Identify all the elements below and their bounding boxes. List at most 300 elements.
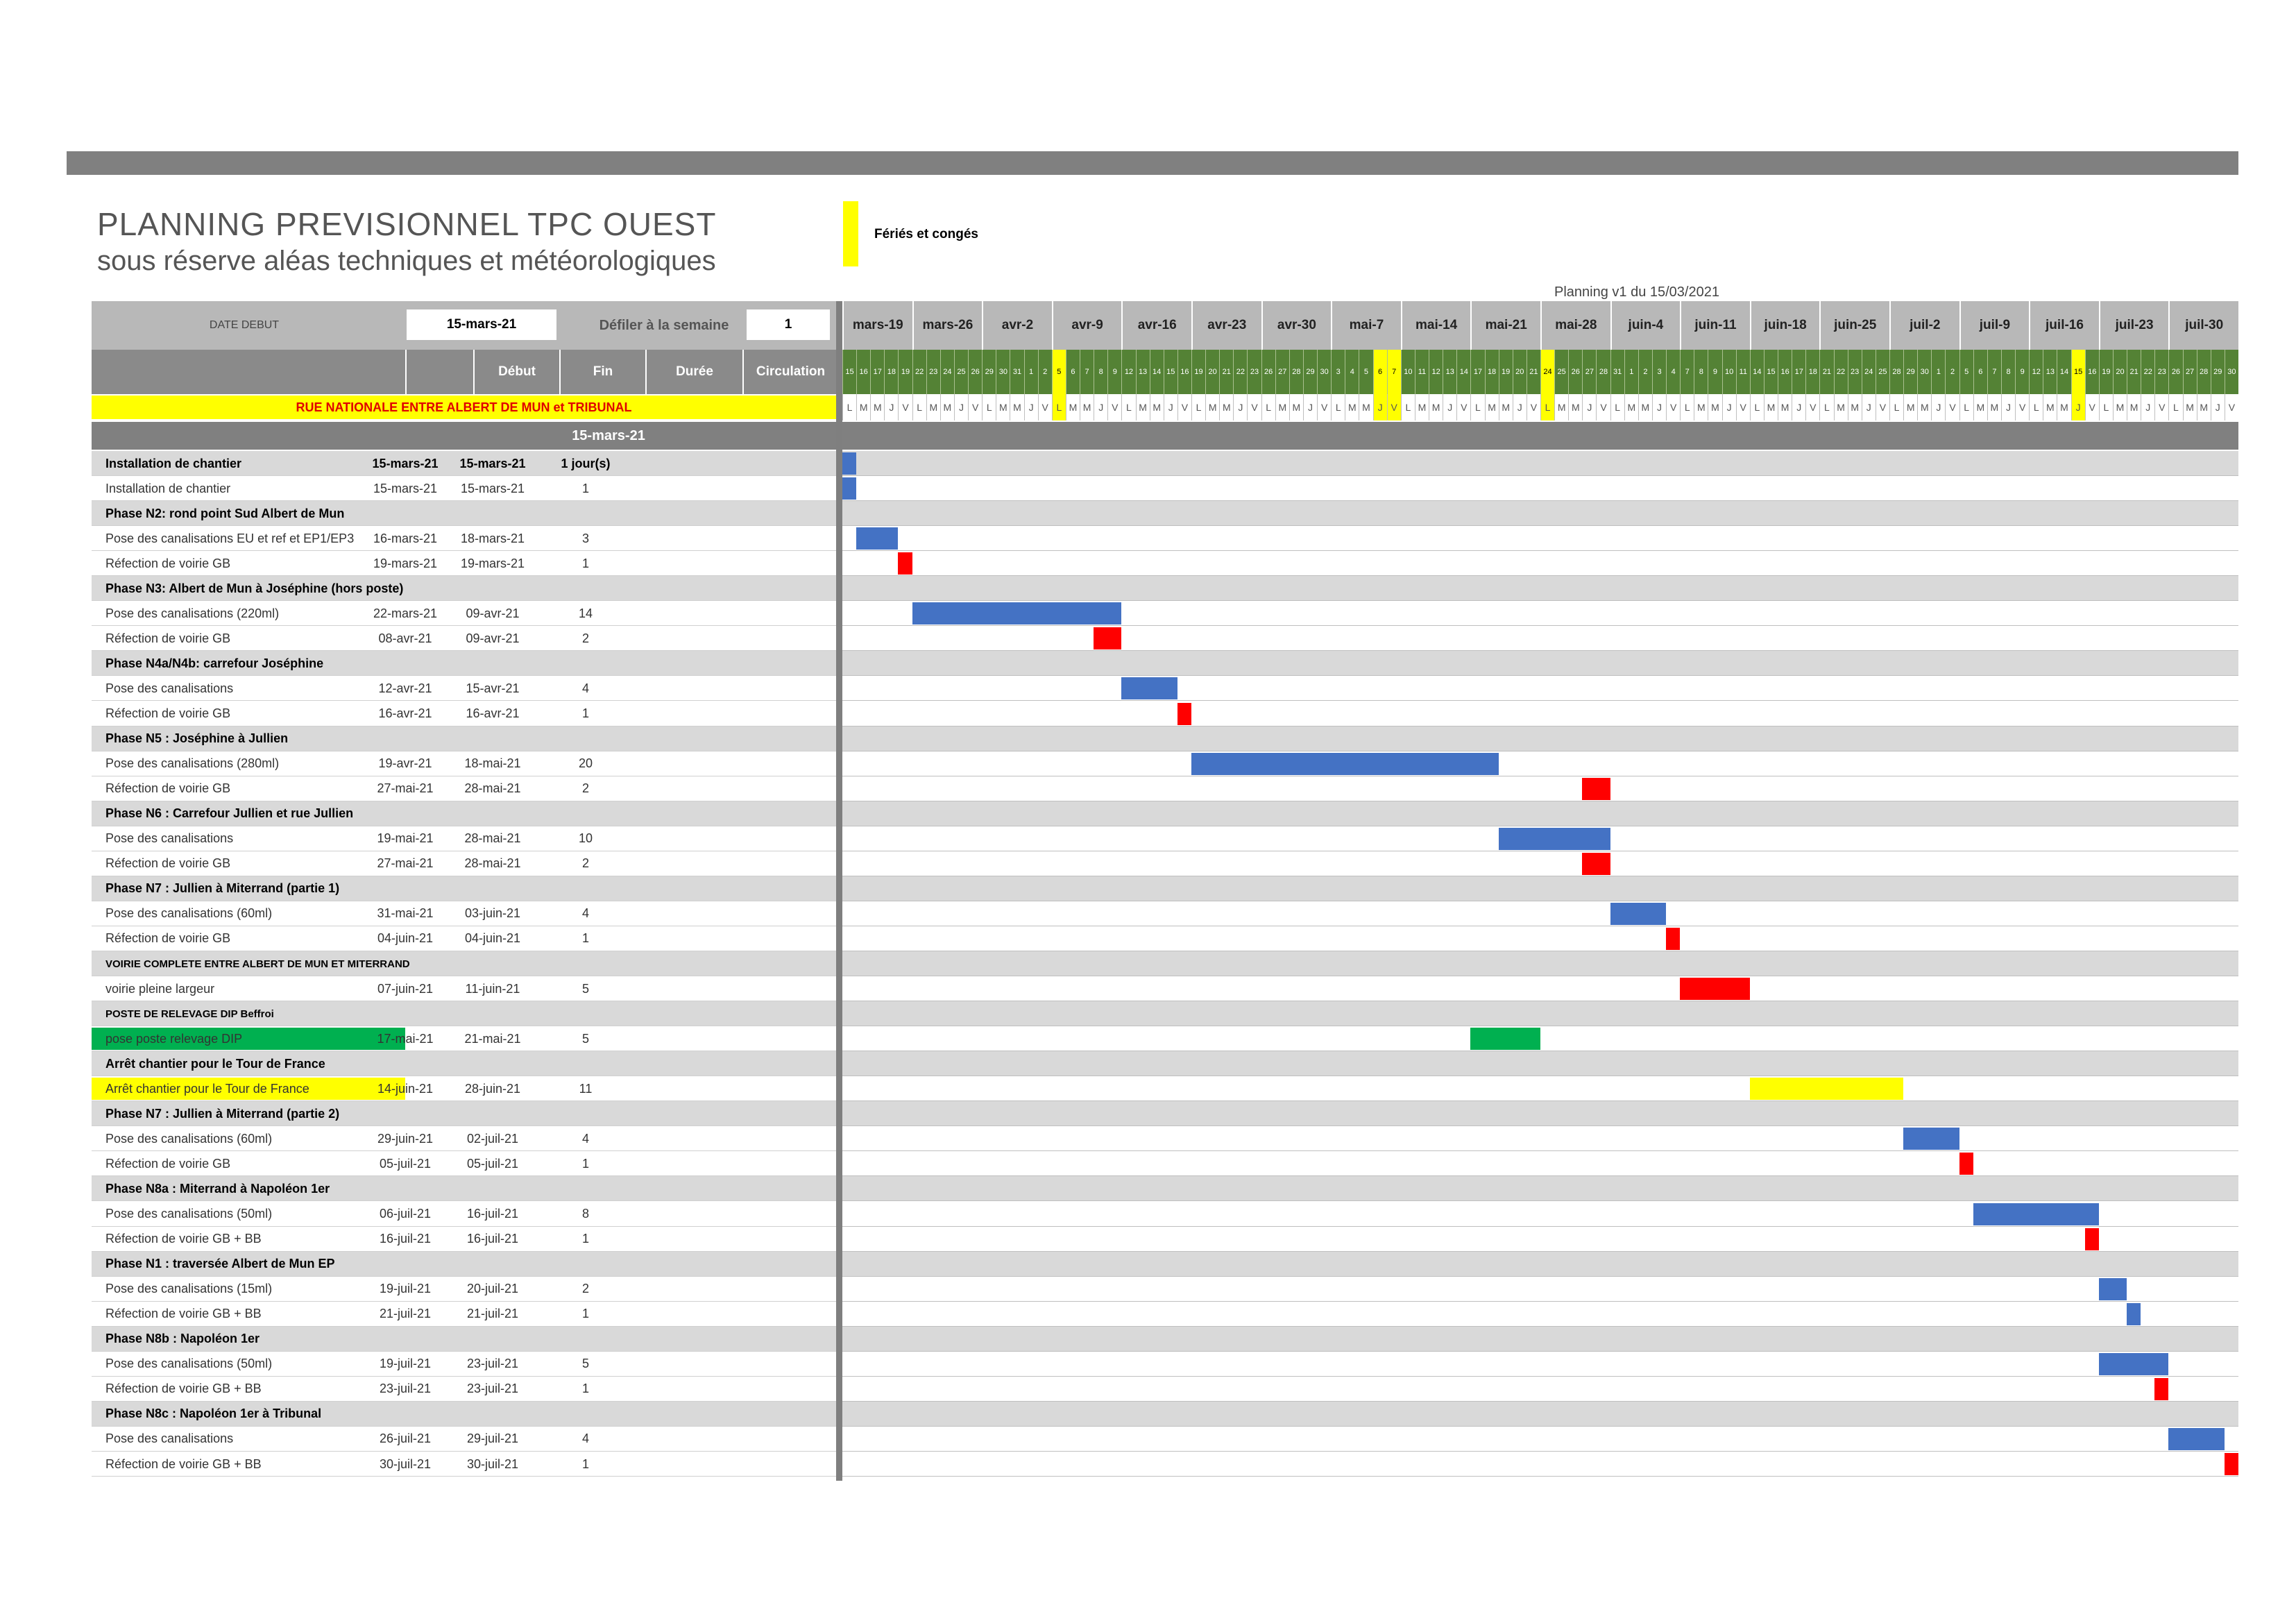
gantt-day-label: 30 (2225, 350, 2238, 394)
gantt-day-label: 16 (856, 350, 870, 394)
col-header-blank (405, 350, 473, 394)
phase-row (92, 951, 2238, 976)
gantt-day-label: 18 (1805, 350, 1819, 394)
gantt-day-label: 20 (2113, 350, 2127, 394)
task-end-date: 15-mars-21 (459, 456, 526, 470)
task-duration: 10 (578, 831, 593, 846)
gantt-weekday-label: M (1638, 394, 1652, 420)
gantt-weekday-label: V (1527, 394, 1540, 420)
task-name: Pose des canalisations (15ml) (105, 1282, 273, 1296)
gantt-weekday-label: M (856, 394, 870, 420)
row-gantt (842, 1176, 2238, 1201)
gantt-week-label: juil-2 (1889, 301, 1959, 350)
gantt-day-label: 16 (1778, 350, 1792, 394)
gantt-day-label: 26 (968, 350, 982, 394)
gantt-day-label: 18 (884, 350, 898, 394)
row-left (92, 851, 836, 876)
gantt-weekday-label: M (996, 394, 1010, 420)
phase-title: Installation de chantier (105, 456, 242, 470)
gantt-weekday-label: L (2168, 394, 2182, 420)
gantt-day-label: 15 (1764, 350, 1778, 394)
row-gantt (842, 1101, 2238, 1126)
gantt-weekday-label: M (1764, 394, 1778, 420)
gantt-day-label: 19 (1499, 350, 1513, 394)
task-end-date: 28-juin-21 (464, 1081, 521, 1096)
row-gantt (842, 576, 2238, 601)
phase-title: VOIRIE COMPLETE ENTRE ALBERT DE MUN ET MITERRAND (105, 958, 410, 970)
task-end-date: 15-avr-21 (466, 681, 520, 695)
gantt-day-label: 22 (912, 350, 926, 394)
task-row (92, 526, 2238, 551)
row-gantt (842, 1202, 2238, 1227)
gantt-week-label: mai-14 (1401, 301, 1471, 350)
row-gantt (842, 951, 2238, 976)
row-left (92, 651, 836, 676)
gantt-weekday-label: M (1080, 394, 1094, 420)
gantt-bar (1903, 1128, 1959, 1150)
row-left (92, 1227, 836, 1252)
gantt-day-label: 30 (1317, 350, 1331, 394)
task-end-date: 05-juil-21 (466, 1156, 519, 1171)
gantt-day-label: 24 (1862, 350, 1876, 394)
gantt-week-label: avr-30 (1261, 301, 1332, 350)
row-left (92, 1402, 836, 1427)
task-name: pose poste relevage DIP (105, 1031, 243, 1046)
task-duration: 5 (581, 1357, 589, 1371)
gantt-weekday-label: M (1205, 394, 1219, 420)
gantt-week-label: mai-28 (1540, 301, 1610, 350)
gantt-weekday-label: M (940, 394, 954, 420)
gantt-week-label: juin-4 (1610, 301, 1681, 350)
phase-row (92, 1402, 2238, 1427)
task-row (92, 551, 2238, 576)
gantt-day-label: 21 (1219, 350, 1233, 394)
task-start-date: 05-juil-21 (379, 1156, 432, 1171)
task-start-date: 19-mai-21 (377, 831, 434, 846)
gantt-day-label: 30 (1917, 350, 1931, 394)
gantt-day-label: 24 (1540, 350, 1554, 394)
task-name: Pose des canalisations (220ml) (105, 606, 280, 620)
gantt-weekday-label: M (1708, 394, 1721, 420)
gantt-day-label: 19 (2099, 350, 2113, 394)
row-gantt (842, 1277, 2238, 1302)
task-start-date: 08-avr-21 (378, 631, 432, 645)
task-start-date: 12-avr-21 (378, 681, 432, 695)
gantt-weekday-label: V (2154, 394, 2168, 420)
row-left (92, 826, 836, 851)
gantt-weekday-label: L (1680, 394, 1694, 420)
row-gantt (842, 626, 2238, 651)
gantt-day-label: 2 (1038, 350, 1052, 394)
gantt-day-label: 11 (1736, 350, 1750, 394)
gantt-weekday-label: M (1848, 394, 1862, 420)
phase-title: Phase N5 : Joséphine à Jullien (105, 731, 289, 746)
gantt-day-label: 22 (2141, 350, 2154, 394)
row-gantt (842, 901, 2238, 926)
task-row (92, 702, 2238, 726)
gantt-weekday-label: M (1554, 394, 1568, 420)
row-left (92, 1101, 836, 1126)
task-name: Réfection de voirie GB (105, 856, 231, 871)
task-start-date: 04-juin-21 (377, 931, 434, 946)
task-start-date: 16-juil-21 (379, 1232, 432, 1246)
gantt-bar (2168, 1428, 2224, 1450)
gantt-day-label: 5 (1359, 350, 1372, 394)
gantt-weekday-label: L (2029, 394, 2043, 420)
row-left (92, 726, 836, 751)
row-gantt (842, 726, 2238, 751)
gantt-day-label: 26 (1261, 350, 1275, 394)
row-left (92, 1151, 836, 1176)
gantt-weekday-label: J (954, 394, 968, 420)
gantt-weekday-label: J (1582, 394, 1596, 420)
gantt-weekday-label: M (1694, 394, 1708, 420)
task-end-date: 19-mars-21 (460, 556, 525, 570)
gantt-day-label: 9 (1107, 350, 1121, 394)
gantt-weekday-label: L (1052, 394, 1066, 420)
gantt-day-label: 3 (1652, 350, 1666, 394)
gantt-bar (912, 602, 1122, 624)
task-duration: 5 (581, 1031, 589, 1046)
phase-row (92, 801, 2238, 826)
row-left (92, 1352, 836, 1377)
task-start-date: 23-juil-21 (379, 1382, 432, 1396)
section-title: RUE NATIONALE ENTRE ALBERT DE MUN et TRIBUNAL (92, 396, 836, 419)
gantt-bar (1470, 1028, 1540, 1050)
gantt-weekday-label: M (2057, 394, 2070, 420)
gantt-weekday-label: M (1499, 394, 1513, 420)
gantt-bar (1582, 778, 1610, 800)
row-left (92, 1327, 836, 1352)
gantt-weekday-label: L (1261, 394, 1275, 420)
row-left (92, 451, 836, 476)
task-end-date: 09-avr-21 (466, 631, 520, 645)
gantt-day-label: 13 (2043, 350, 2057, 394)
gantt-day-label: 29 (2211, 350, 2225, 394)
gantt-day-label: 7 (1987, 350, 2001, 394)
task-start-date: 07-juin-21 (377, 981, 434, 996)
gantt-weekday-label: L (2099, 394, 2113, 420)
task-start-date: 27-mai-21 (377, 781, 434, 796)
gantt-day-label: 14 (2057, 350, 2070, 394)
task-end-date: 18-mai-21 (464, 756, 521, 771)
gantt-weekday-label: L (1610, 394, 1624, 420)
gantt-day-row (842, 350, 2238, 394)
row-gantt (842, 801, 2238, 826)
gantt-weekday-label: M (1345, 394, 1359, 420)
gantt-weekday-label: V (1596, 394, 1610, 420)
gantt-weekday-label: M (1150, 394, 1164, 420)
gantt-day-label: 4 (1666, 350, 1680, 394)
gantt-day-label: 7 (1387, 350, 1401, 394)
gantt-day-label: 14 (1750, 350, 1764, 394)
gantt-day-label: 25 (1876, 350, 1889, 394)
task-name: Réfection de voirie GB (105, 706, 231, 720)
gantt-weekday-label: M (2043, 394, 2057, 420)
gantt-bar (1121, 677, 1177, 699)
task-row (92, 926, 2238, 951)
gantt-weekday-label: L (982, 394, 996, 420)
task-row (92, 776, 2238, 801)
gantt-bar (2099, 1278, 2127, 1300)
phase-row (92, 451, 2238, 476)
gantt-bar (1177, 703, 1191, 725)
row-gantt (842, 1302, 2238, 1327)
task-duration: 1 (581, 556, 589, 570)
task-end-date: 21-juil-21 (466, 1307, 519, 1321)
gantt-day-label: 29 (982, 350, 996, 394)
task-row (92, 676, 2238, 701)
row-gantt (842, 1026, 2238, 1051)
header-controls (92, 301, 836, 350)
gantt-weekday-label: M (1903, 394, 1917, 420)
row-gantt (842, 1126, 2238, 1151)
row-left (92, 1176, 836, 1201)
top-banner (67, 151, 2238, 175)
row-left (92, 476, 836, 501)
task-start-date: 19-avr-21 (378, 756, 432, 771)
phase-row (92, 501, 2238, 526)
gantt-week-label: avr-23 (1191, 301, 1261, 350)
task-duration: 1 (581, 1232, 589, 1246)
row-gantt (842, 601, 2238, 626)
gantt-bar (2085, 1228, 2099, 1250)
gantt-weekday-label: M (2113, 394, 2127, 420)
gantt-bar (898, 552, 912, 575)
gantt-day-label: 1 (1024, 350, 1038, 394)
gantt-day-label: 31 (1010, 350, 1023, 394)
gantt-bar (1499, 828, 1610, 850)
gantt-day-label: 31 (1610, 350, 1624, 394)
gantt-day-label: 23 (1848, 350, 1862, 394)
gantt-day-label: 9 (1708, 350, 1721, 394)
row-gantt (842, 826, 2238, 851)
gantt-weekday-label: L (1750, 394, 1764, 420)
task-end-date: 16-juil-21 (466, 1207, 519, 1221)
gantt-day-label: 15 (2071, 350, 2085, 394)
gantt-day-label: 21 (2127, 350, 2141, 394)
gantt-weekday-label: L (1889, 394, 1903, 420)
page-title: PLANNING PREVISIONNEL TPC OUEST (97, 206, 717, 242)
task-end-date: 09-avr-21 (466, 606, 520, 620)
task-duration: 1 (581, 1156, 589, 1171)
gantt-day-label: 5 (1052, 350, 1066, 394)
task-start-date: 31-mai-21 (377, 906, 434, 921)
gantt-day-label: 15 (842, 350, 856, 394)
gantt-weekday-label: V (2085, 394, 2099, 420)
gantt-day-label: 17 (870, 350, 884, 394)
gantt-weekday-label: L (1331, 394, 1345, 420)
task-end-date: 28-mai-21 (464, 856, 521, 871)
phase-title: Phase N7 : Jullien à Miterrand (partie 1) (105, 881, 340, 896)
gantt-day-label: 24 (940, 350, 954, 394)
gantt-day-label: 26 (2168, 350, 2182, 394)
row-gantt (842, 1352, 2238, 1377)
row-left (92, 1076, 836, 1101)
row-gantt (842, 776, 2238, 801)
gantt-weekday-label: V (1805, 394, 1819, 420)
gantt-day-label: 28 (1889, 350, 1903, 394)
gantt-weekday-label: M (1485, 394, 1499, 420)
gantt-week-label: mars-26 (912, 301, 983, 350)
task-end-date: 02-juil-21 (466, 1131, 519, 1146)
gantt-day-label: 6 (1373, 350, 1387, 394)
row-left (92, 776, 836, 801)
gantt-bar (1959, 1153, 1973, 1175)
gantt-day-label: 6 (1973, 350, 1987, 394)
task-row (92, 751, 2238, 776)
task-name: Pose des canalisations (280ml) (105, 756, 280, 771)
gantt-weekday-label: J (1652, 394, 1666, 420)
row-left (92, 1001, 836, 1026)
gantt-weekday-label: L (1121, 394, 1135, 420)
row-gantt (842, 1402, 2238, 1427)
phase-title: Phase N3: Albert de Mun à Joséphine (hors poste) (105, 581, 404, 595)
gantt-day-label: 3 (1331, 350, 1345, 394)
gantt-weekday-label: M (1987, 394, 2001, 420)
phase-row (92, 1252, 2238, 1277)
task-name: Arrêt chantier pour le Tour de France (105, 1081, 309, 1096)
task-name: Pose des canalisations EU et ref et EP1/EP3 (105, 531, 355, 545)
date-debut-label: DATE DEBUT (209, 319, 280, 331)
row-left (92, 1026, 836, 1051)
task-start-date: 26-juil-21 (379, 1431, 432, 1446)
task-name: Installation de chantier (105, 481, 231, 495)
gantt-weekday-label: M (1275, 394, 1289, 420)
phase-row (92, 1001, 2238, 1026)
task-row (92, 1377, 2238, 1402)
gantt-weekday-label: J (1722, 394, 1736, 420)
task-name: Réfection de voirie GB (105, 781, 231, 796)
gantt-day-label: 17 (1470, 350, 1484, 394)
gantt-bar (2225, 1453, 2238, 1475)
gantt-weekday-label: V (1317, 394, 1331, 420)
task-start-date: 19-juil-21 (379, 1282, 432, 1296)
row-gantt (842, 676, 2238, 701)
gantt-week-label: mars-19 (842, 301, 912, 350)
row-gantt (842, 501, 2238, 526)
task-duration: 8 (581, 1207, 589, 1221)
gantt-day-label: 8 (2001, 350, 2015, 394)
gantt-weekday-label: L (912, 394, 926, 420)
task-end-date: 28-mai-21 (464, 831, 521, 846)
gantt-weekday-label: M (1917, 394, 1931, 420)
gantt-day-label: 30 (996, 350, 1010, 394)
task-row (92, 826, 2238, 851)
gantt-day-label: 12 (2029, 350, 2043, 394)
task-name: Réfection de voirie GB + BB (105, 1456, 262, 1471)
task-start-date: 27-mai-21 (377, 856, 434, 871)
task-row (92, 1202, 2238, 1227)
gantt-date-bar (842, 422, 2238, 450)
gantt-weekday-label: L (1470, 394, 1484, 420)
scroll-week-input[interactable]: 1 (747, 309, 830, 340)
gantt-day-label: 10 (1722, 350, 1736, 394)
gantt-bar (842, 477, 856, 500)
table-divider (836, 301, 842, 1481)
task-start-date: 29-juin-21 (377, 1131, 434, 1146)
task-name: Réfection de voirie GB (105, 631, 231, 645)
gantt-weekday-row (842, 394, 2238, 420)
task-name: Réfection de voirie GB + BB (105, 1232, 262, 1246)
gantt-day-label: 9 (2015, 350, 2029, 394)
row-gantt (842, 876, 2238, 901)
gantt-day-label: 23 (926, 350, 940, 394)
gantt-day-label: 10 (1401, 350, 1415, 394)
task-end-date: 18-mars-21 (460, 531, 525, 545)
gantt-day-label: 26 (1568, 350, 1582, 394)
gantt-weekday-label: J (1931, 394, 1945, 420)
task-row (92, 1126, 2238, 1151)
task-row (92, 1427, 2238, 1452)
row-gantt (842, 1327, 2238, 1352)
gantt-day-label: 6 (1066, 350, 1080, 394)
gantt-bar (1680, 978, 1750, 1000)
row-left (92, 876, 836, 901)
gantt-day-label: 14 (1150, 350, 1164, 394)
row-left (92, 1252, 836, 1277)
row-gantt (842, 851, 2238, 876)
row-left (92, 551, 836, 576)
row-gantt (842, 926, 2238, 951)
task-row (92, 1302, 2238, 1327)
gantt-bar (2154, 1378, 2168, 1400)
gantt-day-label: 22 (1233, 350, 1247, 394)
gantt-weekday-label: J (1373, 394, 1387, 420)
task-start-date: 15-mars-21 (373, 481, 438, 495)
gantt-day-label: 21 (1527, 350, 1540, 394)
task-duration: 14 (578, 606, 593, 620)
gantt-day-label: 7 (1680, 350, 1694, 394)
date-debut-field[interactable]: 15-mars-21 (407, 309, 556, 340)
gantt-weekday-label: M (1010, 394, 1023, 420)
task-name: Pose des canalisations (105, 1431, 234, 1446)
planning-version: Planning v1 du 15/03/2021 (1554, 284, 1719, 300)
gantt-bar (856, 527, 898, 550)
gantt-day-label: 27 (1275, 350, 1289, 394)
row-left (92, 951, 836, 976)
gantt-weekday-label: M (1973, 394, 1987, 420)
gantt-day-label: 25 (1554, 350, 1568, 394)
scroll-week-label: Défiler à la semaine (599, 317, 729, 333)
row-left (92, 801, 836, 826)
task-name: Réfection de voirie GB + BB (105, 1382, 262, 1396)
row-gantt (842, 1001, 2238, 1026)
row-left (92, 751, 836, 776)
task-duration: 4 (581, 1431, 589, 1446)
row-gantt (842, 1252, 2238, 1277)
col-header-duree: Durée (645, 350, 742, 394)
gantt-weekday-label: M (1415, 394, 1429, 420)
phase-row (92, 1101, 2238, 1126)
row-left (92, 1427, 836, 1452)
gantt-weekday-label: L (1959, 394, 1973, 420)
task-end-date: 28-mai-21 (464, 781, 521, 796)
gantt-weekday-label: J (1024, 394, 1038, 420)
gantt-weekday-label: M (1066, 394, 1080, 420)
gantt-day-label: 22 (1834, 350, 1848, 394)
gantt-weekday-label: V (898, 394, 912, 420)
gantt-weekday-label: V (1177, 394, 1191, 420)
task-name: Pose des canalisations (105, 831, 234, 846)
gantt-day-label: 12 (1121, 350, 1135, 394)
gantt-day-label: 2 (1638, 350, 1652, 394)
gantt-bar (1973, 1203, 2099, 1225)
task-end-date: 20-juil-21 (466, 1282, 519, 1296)
task-duration: 1 (581, 706, 589, 720)
gantt-weekday-label: M (1568, 394, 1582, 420)
gantt-week-label: avr-2 (982, 301, 1052, 350)
